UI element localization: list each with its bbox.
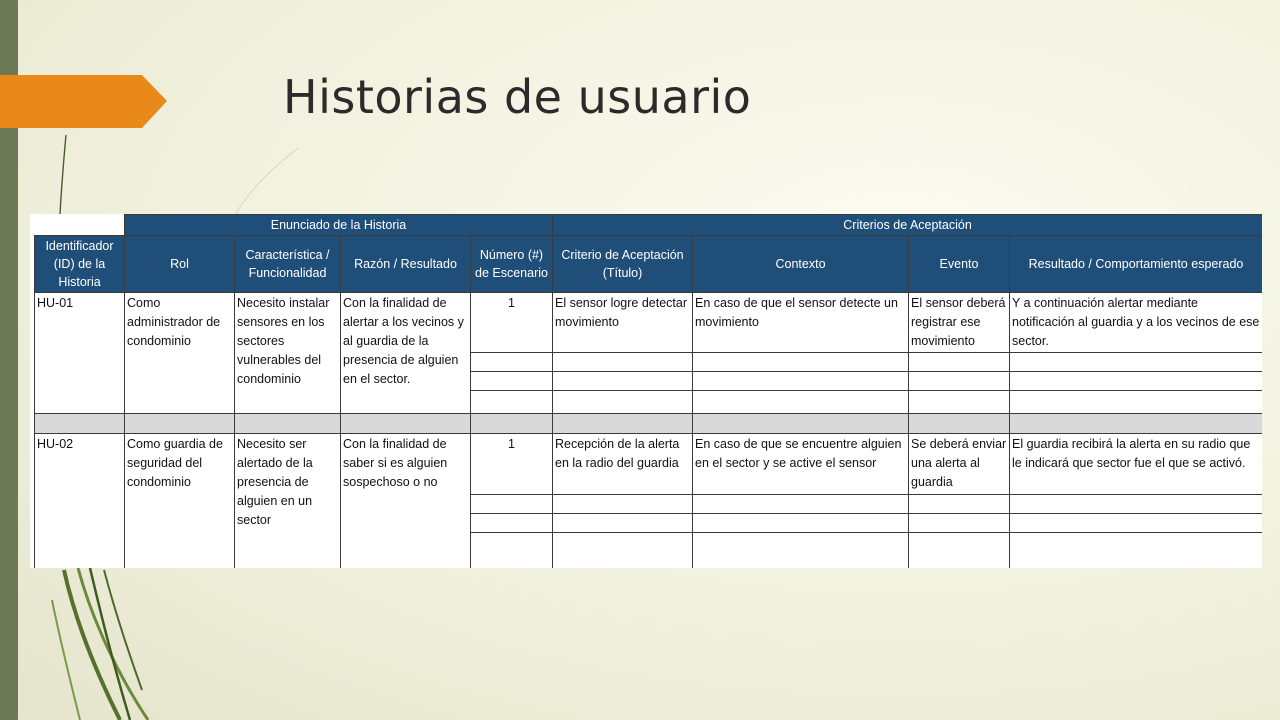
column-header-caracteristica: Característica / Funcionalidad [235,236,341,293]
cell-razon: Con la finalidad de alertar a los vecinos y al guardia de la presencia de alguien en el sector. [341,293,471,414]
column-header-contexto: Contexto [693,236,909,293]
cell-id: HU-01 [35,293,125,414]
column-header-razon: Razón / Resultado [341,236,471,293]
cell-resultado: El guardia recibirá la alerta en su radio que le indicará que sector fue el que se activó. [1010,434,1263,495]
group-header-historia: Enunciado de la Historia [125,215,553,236]
table-separator-row [35,414,1263,434]
column-header-numero: Número (#) de Escenario [471,236,553,293]
user-stories-table [30,214,1262,568]
cell-id: HU-02 [35,434,125,569]
column-header-id: Identificador (ID) de la Historia [35,236,125,293]
cell-resultado: Y a continuación alertar mediante notificación al guardia y a los vecinos de ese sector. [1010,293,1263,353]
cell-razon: Con la finalidad de saber si es alguien sospechoso o no [341,434,471,569]
column-header-rol: Rol [125,236,235,293]
table-row [35,434,1263,495]
group-header-criterios: Criterios de Aceptación [553,215,1263,236]
cell-contexto: En caso de que se encuentre alguien en el sector y se active el sensor [693,434,909,495]
cell-contexto: En caso de que el sensor detecte un movimiento [693,293,909,353]
column-header-criterio: Criterio de Aceptación (Título) [553,236,693,293]
cell-criterio: Recepción de la alerta en la radio del guardia [553,434,693,495]
cell-criterio: El sensor logre detectar movimiento [553,293,693,353]
cell-numero: 1 [471,293,553,353]
cell-rol: Como guardia de seguridad del condominio [125,434,235,569]
cell-numero: 1 [471,434,553,495]
cell-caracteristica: Necesito instalar sensores en los sectores vulnerables del condominio [235,293,341,414]
column-header-evento: Evento [909,236,1010,293]
table-row [35,293,1263,353]
cell-caracteristica: Necesito ser alertado de la presencia de alguien en un sector [235,434,341,569]
cell-evento: Se deberá enviar una alerta al guardia [909,434,1010,495]
cell-rol: Como administrador de condominio [125,293,235,414]
title-accent-arrow [0,75,167,128]
cell-evento: El sensor deberá registrar ese movimiento [909,293,1010,353]
slide-title: Historias de usuario [283,70,752,124]
column-header-resultado: Resultado / Comportamiento esperado [1010,236,1263,293]
header-blank-cell [35,215,125,236]
